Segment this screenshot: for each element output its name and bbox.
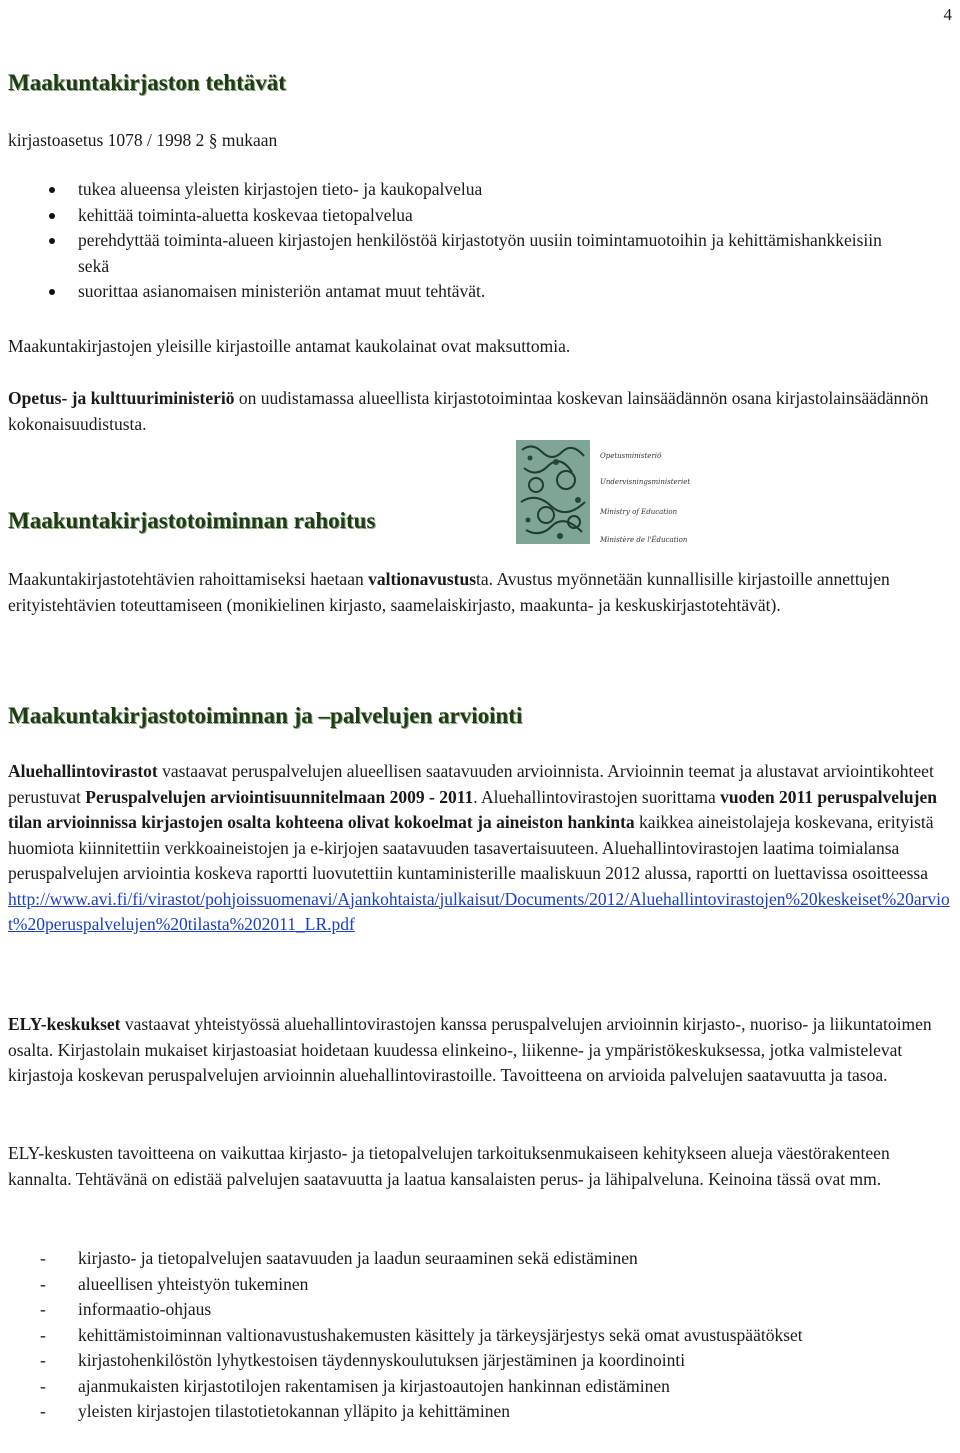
- list-item: perehdyttää toiminta-alueen kirjastojen henkilöstöä kirjastotyön uusiin toimintamuotoihin ja kehittämishankkeisiin sekä: [8, 228, 908, 279]
- section-heading-tehtavat: Maakuntakirjaston tehtävät: [8, 70, 286, 95]
- ely-paragraph: [8, 1012, 954, 1089]
- section-heading-arviointi: Maakuntakirjastotoiminnan ja –palvelujen arviointi: [8, 703, 523, 728]
- ministerio-paragraph: [8, 386, 954, 437]
- ministerio-text: on uudistamassa alueellista kirjastotoimintaa koskevan lainsäädännön osana kirjastolainsäädännön kokonaisuudistusta.: [8, 388, 929, 434]
- list-item: - kirjasto- ja tietopalvelujen saatavuuden ja laadun seuraaminen sekä edistäminen: [8, 1246, 888, 1272]
- means-list: [8, 1246, 888, 1425]
- page-number: 4: [943, 5, 952, 24]
- list-item: tukea alueensa yleisten kirjastojen tieto- ja kaukopalvelua: [8, 177, 908, 203]
- rahoitus-text-rest: ta. Avustus myönnetään kunnallisille kirjastoille annettujen erityistehtävien toteuttamiseen (monikielinen kirjasto, saamelaiskirjasto, maakunta- ja keskuskirjastotehtävät).: [8, 569, 890, 615]
- ely-text: vastaavat yhteistyössä aluehallintovirastojen kanssa peruspalvelujen arvioinnin kirjasto-, nuoriso- ja liikuntatoimen osalta. Kirjastolain mukaiset kirjastoasiat hoidetaan kuudessa elinkeino-, liikenne- ja ympäristökeskuksessa, jotka valmistelevat kirjastoja koskevan peruspalvelujen arvioinnin aluehallintovirastoille. Tavoitteena on arvioida palvelujen saatavuutta ja tasoa.: [8, 1014, 932, 1085]
- arviointi-text: kaikkea aineistolajeja koskevana, erityistä huomiota kiinnitettiin verkkoaineistojen ja e-kirjojen saatavuuden tasavertaisuuteen. Aluehallintovirastojen laatima toimialansa peruspalvelujen arviointia koskeva raportti luovutettiin kuntaministerille maaliskuun 2012 alussa, raportti on luettavissa osoitteessa: [8, 812, 934, 883]
- rahoitus-bold: valtionavustus: [368, 569, 477, 589]
- bold-term: Peruspalvelujen arviointisuunnitelmaan 2009 - 2011: [85, 786, 474, 807]
- logo-line: Undervisningsministeriet: [600, 478, 691, 486]
- list-item: - informaatio-ohjaus: [8, 1297, 888, 1323]
- ministry-name: Opetus- ja kulttuuriministeriö: [8, 388, 235, 408]
- list-item: - yleisten kirjastojen tilastotietokannan ylläpito ja kehittäminen: [8, 1399, 888, 1425]
- kaukolainat-paragraph: Maakuntakirjastojen yleisille kirjastoille antamat kaukolainat ovat maksuttomia.: [8, 336, 571, 356]
- list-item: - ajanmukaisten kirjastotilojen rakentamisen ja kirjastoautojen hankinnan edistäminen: [8, 1374, 888, 1400]
- arviointi-text: vastaavat peruspalvelujen alueellisen saatavuuden arvioinnista. Arvioinnin teemat ja alustavat arviointikohteet perustuvat: [8, 761, 934, 807]
- section-heading-rahoitus: Maakuntakirjastotoiminnan rahoitus: [8, 508, 376, 533]
- list-item: suorittaa asianomaisen ministeriön antamat muut tehtävät.: [8, 279, 908, 305]
- arviointi-paragraph: [8, 759, 954, 938]
- rahoitus-paragraph: [8, 567, 954, 618]
- bold-term: ELY-keskukset: [8, 1014, 121, 1034]
- logo-line: Opetusministeriö: [600, 452, 662, 460]
- bold-term: Aluehallintovirastot: [8, 761, 158, 781]
- logo-line: Ministry of Education: [600, 508, 678, 516]
- list-item: - kirjastohenkilöstön lyhytkestoisen täydennyskoulutuksen järjestäminen ja koordinointi: [8, 1348, 888, 1374]
- ely-goal-paragraph: ELY-keskusten tavoitteena on vaikuttaa kirjasto- ja tietopalvelujen tarkoituksenmukaiseen kehitykseen alueja väestörakenteen kannalta. Tehtävänä on edistää palvelujen saatavuutta ja laatua kansalaisten perus- ja lähipalveluna. Keinoina tässä ovat mm.: [8, 1143, 890, 1189]
- list-item: - kehittämistoiminnan valtionavustushakemusten käsittely ja tärkeysjärjestys sekä omat avustuspäätökset: [8, 1323, 888, 1349]
- tasks-list: [8, 177, 908, 305]
- bold-term: vuoden 2011 peruspalvelujen tilan arvioinnissa kirjastojen osalta kohteena olivat kokoelmat ja aineiston hankinta: [8, 786, 937, 832]
- list-item: kehittää toiminta-aluetta koskevaa tietopalvelua: [8, 203, 908, 229]
- rahoitus-text: Maakuntakirjastotehtävien rahoittamiseksi haetaan: [8, 569, 369, 589]
- intro-text: kirjastoasetus 1078 / 1998 2 § mukaan: [8, 130, 278, 150]
- logo-line: Ministère de l'Éducation: [600, 536, 688, 544]
- list-item: - alueellisen yhteistyön tukeminen: [8, 1272, 888, 1298]
- report-link[interactable]: http://www.avi.fi/fi/virastot/pohjoissuomenavi/Ajankohtaista/julkaisut/Documents/2012/Aluehallintovirastojen%20keskeiset%20arviot%20peruspalvelujen%20tilasta%202011_LR.pdf: [8, 888, 950, 934]
- arviointi-text: . Aluehallintovirastojen suorittama: [473, 786, 721, 807]
